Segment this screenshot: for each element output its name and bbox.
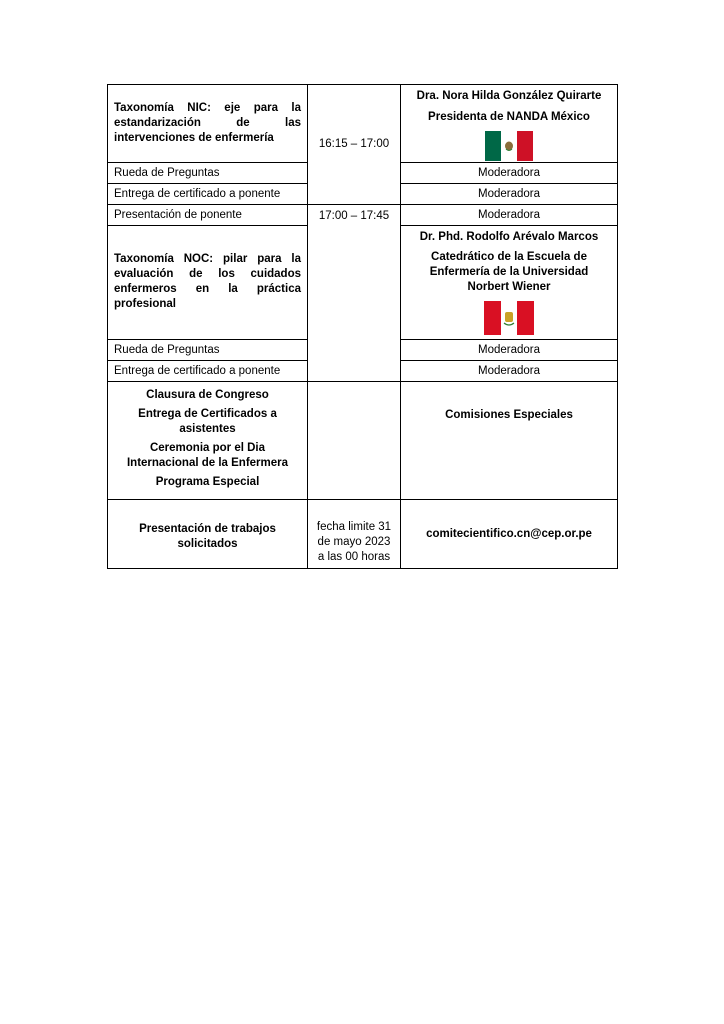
topic-nic: Taxonomía NIC: eje para la estandarización de las intervenciones de enfermería bbox=[108, 85, 308, 163]
closing-item: Entrega de Certificados a asistentes bbox=[138, 408, 277, 435]
empty-cell bbox=[308, 382, 401, 500]
peru-flag-icon bbox=[484, 301, 534, 335]
closing-cell bbox=[108, 382, 308, 500]
role-label: Moderadora bbox=[401, 184, 618, 205]
activity-label: Rueda de Preguntas bbox=[108, 340, 308, 361]
activity-label: Presentación de ponente bbox=[108, 205, 308, 226]
time-slot-2: 17:00 – 17:45 bbox=[308, 205, 401, 382]
table-row bbox=[108, 205, 618, 226]
mexico-flag-icon bbox=[485, 131, 533, 161]
deadline-text: fecha limite 31 de mayo 2023 a las 00 horas bbox=[308, 500, 401, 569]
topic-noc: Taxonomía NOC: pilar para la evaluación de los cuidados enfermeros en la práctica profesional bbox=[108, 226, 308, 340]
speaker-title: Catedrático de la Escuela de Enfermería de la Universidad Norbert Wiener bbox=[429, 251, 589, 293]
speaker-cell-1 bbox=[401, 85, 618, 163]
table-row bbox=[108, 85, 618, 163]
role-label: Moderadora bbox=[401, 163, 618, 184]
speaker-cell-2 bbox=[401, 226, 618, 340]
speaker-name: Dra. Nora Hilda González Quirarte bbox=[416, 89, 602, 102]
closing-item: Programa Especial bbox=[155, 476, 260, 488]
activity-label: Rueda de Preguntas bbox=[108, 163, 308, 184]
time-slot-1: 16:15 – 17:00 bbox=[308, 85, 401, 205]
contact-email[interactable]: comitecientifico.cn@cep.or.pe bbox=[401, 500, 618, 569]
table-row bbox=[108, 500, 618, 569]
role-label: Moderadora bbox=[401, 361, 618, 382]
speaker-name: Dr. Phd. Rodolfo Arévalo Marcos bbox=[419, 231, 599, 243]
closing-item: Ceremonia por el Dia Internacional de la Enfermera bbox=[126, 442, 289, 469]
activity-label: Entrega de certificado a ponente bbox=[108, 184, 308, 205]
program-table bbox=[107, 84, 618, 569]
closing-item: Clausura de Congreso bbox=[146, 389, 269, 401]
speaker-title: Presidenta de NANDA México bbox=[428, 110, 590, 123]
works-label: Presentación de trabajos solicitados bbox=[108, 500, 308, 569]
role-label: Moderadora bbox=[401, 205, 618, 226]
special-committees: Comisiones Especiales bbox=[401, 382, 618, 500]
activity-label: Entrega de certificado a ponente bbox=[108, 361, 308, 382]
role-label: Moderadora bbox=[401, 340, 618, 361]
table-row bbox=[108, 382, 618, 500]
